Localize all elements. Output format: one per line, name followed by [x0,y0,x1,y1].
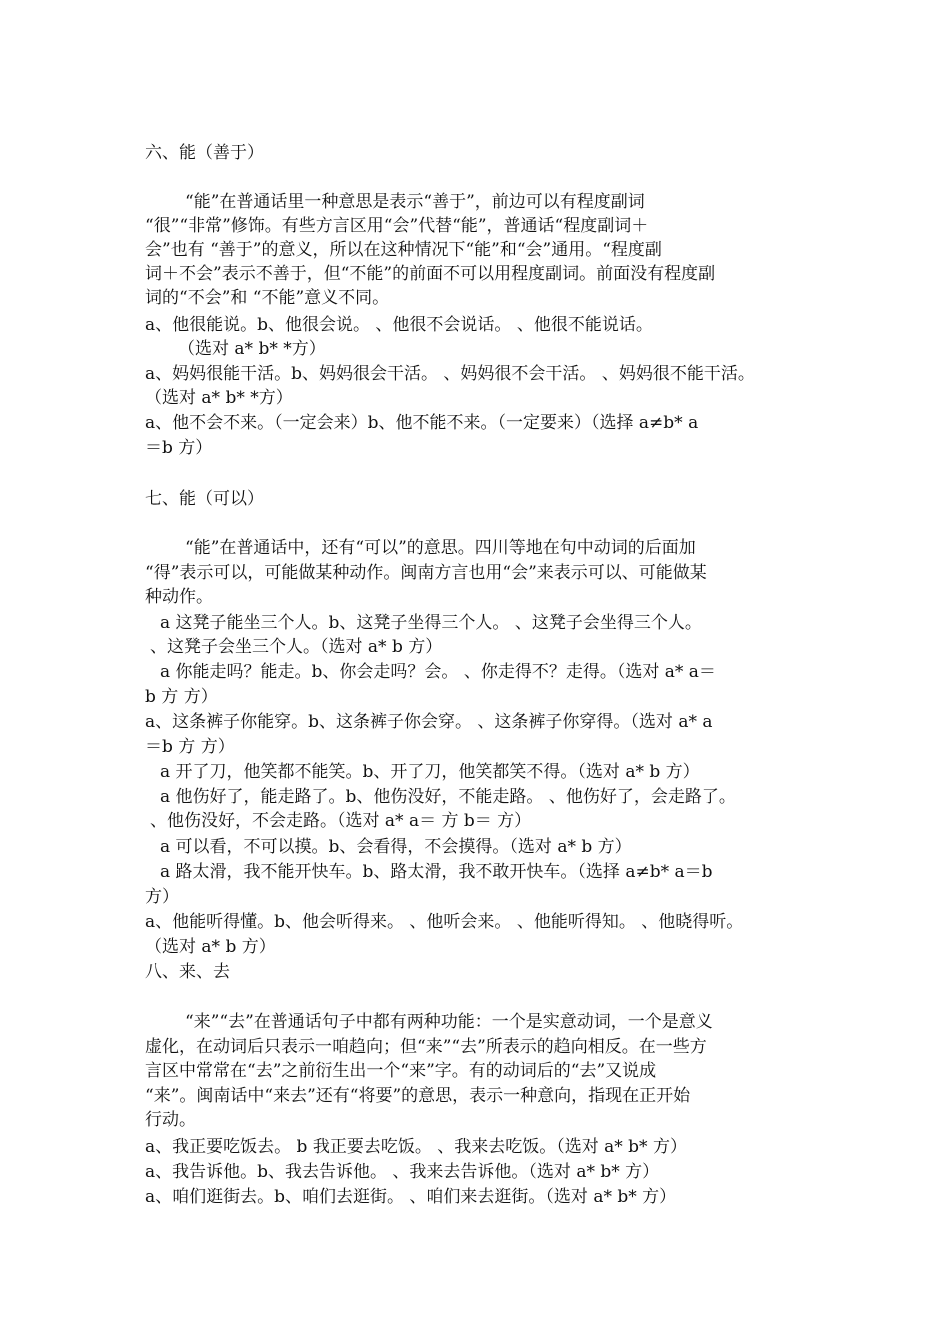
example-line: a、这条裤子你能穿。b、这条裤子你会穿。 、这条裤子你穿得。（选对 a* a [145,712,713,732]
section-heading-six: 六、能（善于） [145,143,264,163]
paragraph-line: “得”表示可以，可能做某种动作。闽南方言也用“会”来表示可以、可能做某 [145,563,707,583]
example-line: a、我告诉他。b、我去告诉他。 、我来去告诉他。（选对 a* b* 方） [145,1162,660,1182]
paragraph-line: “能”在普通话里一种意思是表示“善于”，前边可以有程度副词 [185,192,645,212]
example-line: a 可以看，不可以摸。b、会看得，不会摸得。（选对 a* b 方） [160,837,632,857]
example-line: 、这凳子会坐三个人。（选对 a* b 方） [150,637,443,657]
example-line: a、他不会不来。（一定会来）b、他不能不来。（一定要来）（选择 a≠b* a [145,413,699,433]
example-line: a 这凳子能坐三个人。b、这凳子坐得三个人。 、这凳子会坐得三个人。 [160,613,702,633]
paragraph-line: 词＋不会”表示不善于，但“不能”的前面不可以用程度副词。前面没有程度副 [145,264,716,284]
example-line: a 开了刀，他笑都不能笑。b、开了刀，他笑都笑不得。（选对 a* b 方） [160,762,700,782]
example-line: （选对 a* b 方） [145,937,276,957]
example-line: ＝b 方） [145,438,213,458]
example-line: a、咱们逛街去。b、咱们去逛街。 、咱们来去逛街。（选对 a* b* 方） [145,1187,677,1207]
example-line: 、他伤没好，不会走路。（选对 a* a＝ 方 b＝ 方） [150,811,532,831]
paragraph-line: 种动作。 [145,587,213,607]
example-line: a 他伤好了，能走路了。b、他伤没好，不能走路。 、他伤好了，会走路了。 [160,787,736,807]
paragraph-line: “来”“去”在普通话句子中都有两种功能：一个是实意动词，一个是意义 [185,1012,713,1032]
paragraph-line: 虚化，在动词后只表示一咱趋向；但“来”“去”所表示的趋向相反。在一些方 [145,1037,707,1057]
paragraph-line: 言区中常常在“去”之前衍生出一个“来”字。有的动词后的“去”又说成 [145,1061,657,1081]
example-line: a、他能听得懂。b、他会听得来。 、他听会来。 、他能听得知。 、他晓得听。 [145,912,744,932]
example-line: a、我正要吃饭去。 b 我正要去吃饭。 、我来去吃饭。（选对 a* b* 方） [145,1137,687,1157]
paragraph-line: 行动。 [145,1110,196,1130]
paragraph-line: 会”也有 “善于”的意义，所以在这种情况下“能”和“会”通用。“程度副 [145,240,662,260]
example-line: b 方 方） [145,687,218,707]
example-line: a、他很能说。b、他很会说。 、他很不会说话。 、他很不能说话。 [145,315,653,335]
example-line: ＝b 方 方） [145,737,235,757]
example-line: a 路太滑，我不能开快车。b、路太滑，我不敢开快车。（选择 a≠b* a＝b [160,862,713,882]
paragraph-line: “能”在普通话中，还有“可以”的意思。四川等地在句中动词的后面加 [185,538,696,558]
paragraph-line: “来”。闽南话中“来去”还有“将要”的意思，表示一种意向，指现在正开始 [145,1086,691,1106]
example-line: 方） [145,887,179,907]
section-heading-seven: 七、能（可以） [145,489,264,509]
section-heading-eight: 八、来、去 [145,962,230,982]
example-line: （选对 a* b* *方） [145,388,293,408]
example-line: a 你能走吗？能走。b、你会走吗？会。 、你走得不？走得。（选对 a* a＝ [160,662,716,682]
paragraph-line: “很”“非常”修饰。有些方言区用“会”代替“能”，普通话“程度副词＋ [145,216,649,236]
paragraph-line: 词的“不会”和 “不能”意义不同。 [145,288,390,308]
example-line: （选对 a* b* *方） [178,339,326,359]
example-line: a、妈妈很能干活。b、妈妈很会干活。 、妈妈很不会干活。 、妈妈很不能干活。 [145,364,755,384]
